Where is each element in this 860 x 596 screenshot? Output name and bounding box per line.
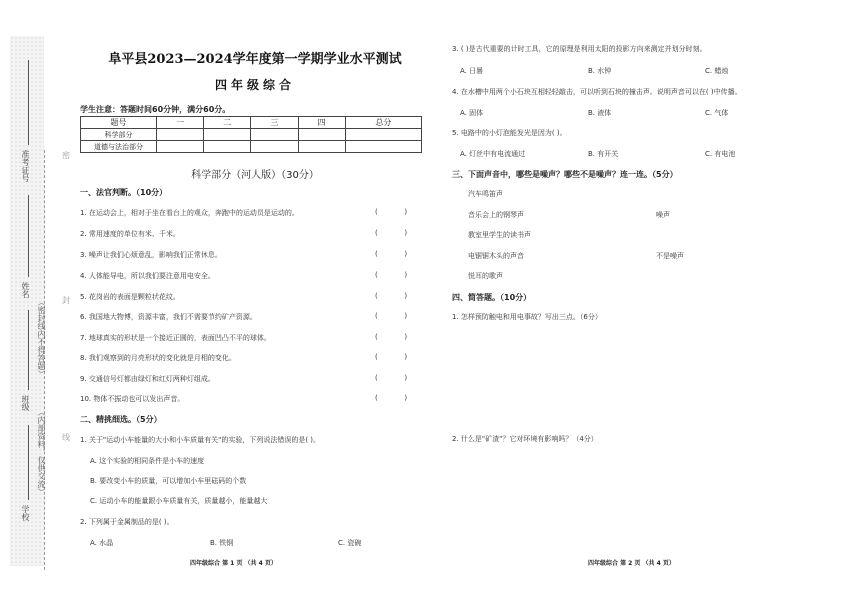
sound-item[interactable]: 汽车鸣笛声 [468,190,503,198]
score-col: 三 [251,117,298,129]
score-table [80,116,422,153]
judge-question: 2. 常用速度的单位有米、千米。 [80,230,180,238]
judge-question: 5. 花岗岩的表面是颗粒状花纹。 [80,293,180,301]
choice-option[interactable]: A. 固体 [460,109,484,117]
exam-number-line [28,60,29,145]
sound-item[interactable]: 电锯锯木头的声音 [468,252,524,260]
choice-option[interactable]: B. 有开关 [588,150,619,158]
judge-question: 9. 交通信号灯都由绿灯和红灯两种灯组成。 [80,375,215,383]
judge-question: 1. 在运动会上，相对于坐在看台上的观众，奔跑中的运动员是运动的。 [80,209,299,217]
page-footer-right: 四年级综合 第 2 页 （共 4 页） [588,560,675,567]
score-col: 题号 [81,117,157,129]
judge-question: 3. 噪声让我们心烦意乱，影响我们正常休息。 [80,251,222,259]
score-col: 一 [157,117,204,129]
part1-heading: 一、法官判断。（10分） [80,188,168,197]
score-cell[interactable] [251,141,298,153]
choice-option[interactable]: A. 日晷 [460,67,484,75]
science-section-title: 科学部分（河人版）（30分） [191,170,319,181]
answer-blank[interactable]: ( ) [375,374,408,382]
answer-blank[interactable]: ( ) [375,250,408,258]
choice-option[interactable]: B. 水钟 [588,67,612,75]
score-cell[interactable] [298,129,345,141]
exam-number-label: 准考证号 [21,150,30,182]
class-label: 班级 [21,395,30,411]
choice-question: 5. 电路中的小灯泡能发光是因为( )。 [452,129,567,137]
name-line [28,195,29,277]
score-col: 四 [298,117,345,129]
student-notice: 学生注意：答题时间60分钟，满分60分。 [80,105,231,114]
exam-title: 阜平县2023—2024学年度第一学期学业水平测试 [108,52,402,67]
choice-question: 4. 在水槽中用两个小石块互相轻轻敲击，可以听到石块的撞击声。说明声音可以在( )中传播。 [452,88,742,96]
choice-option[interactable]: C. 蜡烛 [705,67,729,75]
score-cell[interactable] [204,141,251,153]
score-cell[interactable] [204,129,251,141]
choice-option[interactable]: C. 运动小车的能量跟小车质量有关，质量越小，能量越大 [90,497,268,505]
short-answer-question: 2. 什么是"矿渣"？它对环境有影响吗？（4分） [452,435,598,443]
answer-blank[interactable]: ( ) [375,208,408,216]
answer-blank[interactable]: ( ) [375,353,408,361]
part2-heading: 二、精挑细选。（5分） [80,415,162,424]
part4-heading: 四、简答题。（10分） [452,293,532,302]
score-col: 总分 [345,117,421,129]
choice-option[interactable]: A. 水晶 [90,539,114,547]
judge-question: 4. 人体能导电，所以我们要注意用电安全。 [80,272,215,280]
judge-question: 10. 物体不振动也可以发出声音。 [80,395,185,403]
answer-blank[interactable]: ( ) [375,312,408,320]
sound-item[interactable]: 悦耳的歌声 [468,272,503,280]
score-cell[interactable] [345,141,421,153]
score-table-row [81,141,422,153]
sound-item[interactable]: 音乐会上的钢琴声 [468,211,524,219]
choice-option[interactable]: C. 瓷碗 [338,539,362,547]
class-line [28,310,29,390]
school-line [28,425,29,500]
judge-question: 7. 地球真实的形状是一个接近正圆的，表面凹凸不平的球体。 [80,334,271,342]
score-cell[interactable] [157,129,204,141]
choice-option[interactable]: C. 气体 [705,109,729,117]
seal-word-1: 密 [62,151,70,160]
answer-blank[interactable]: ( ) [375,394,408,402]
score-cell[interactable] [298,141,345,153]
score-col: 二 [204,117,251,129]
part3-heading: 三、下面声音中，哪些是噪声？哪些不是噪声？连一连。（5分） [452,170,678,179]
score-cell[interactable] [251,129,298,141]
judge-question: 6. 我国地大物博，资源丰富，我们不需要节约矿产资源。 [80,313,257,321]
score-cell[interactable] [345,129,421,141]
school-label: 学校 [21,505,30,521]
answer-blank[interactable]: ( ) [375,292,408,300]
exam-subtitle: 四年级综合 [214,78,295,92]
answer-blank[interactable]: ( ) [375,229,408,237]
choice-option[interactable]: B. 铁钢 [210,539,234,547]
short-answer-question: 1. 怎样预防触电和用电事故？写出三点。（6分） [452,313,602,321]
seal-word-2: 封 [62,296,70,305]
choice-option[interactable]: B. 要改变小车的质量，可以增加小车里砝码的个数 [90,477,247,485]
internal-note: （内部资料，仅供交流） [37,408,46,496]
choice-option[interactable]: C. 有电池 [705,150,736,158]
name-label: 姓名 [21,282,30,298]
answer-blank[interactable]: ( ) [375,333,408,341]
choice-question: 3. ( )是古代重要的计时工具，它的原理是利用太阳的投影方向来测定并划分时刻。 [452,45,707,53]
score-table-header [81,117,422,129]
seal-word-3: 线 [62,433,70,442]
noise-category[interactable]: 噪声 [656,211,670,219]
choice-question: 1. 关于"运动小车能量的大小和小车质量有关"的实验，下列说法错误的是( )。 [80,436,321,444]
sound-item[interactable]: 教室里学生的读书声 [468,231,531,239]
choice-option[interactable]: B. 液体 [588,109,612,117]
choice-question: 2. 下列属于金属制品的是( )。 [80,518,174,526]
judge-question: 8. 我们观察到的月亮形状的变化就是月相的变化。 [80,354,236,362]
answer-blank[interactable]: ( ) [375,271,408,279]
choice-option[interactable]: A. 灯丝中有电流通过 [460,150,526,158]
score-row-label: 科学部分 [81,129,157,141]
choice-option[interactable]: A. 这个实验的相同条件是小车的速度 [90,457,205,465]
non-noise-category[interactable]: 不是噪声 [656,252,684,260]
score-row-label: 道德与法治部分 [81,141,157,153]
score-cell[interactable] [157,141,204,153]
score-table-row [81,129,422,141]
seal-note: （密封线内不得答题） [37,298,46,378]
page-footer-left: 四年级综合 第 1 页 （共 4 页） [190,560,277,567]
